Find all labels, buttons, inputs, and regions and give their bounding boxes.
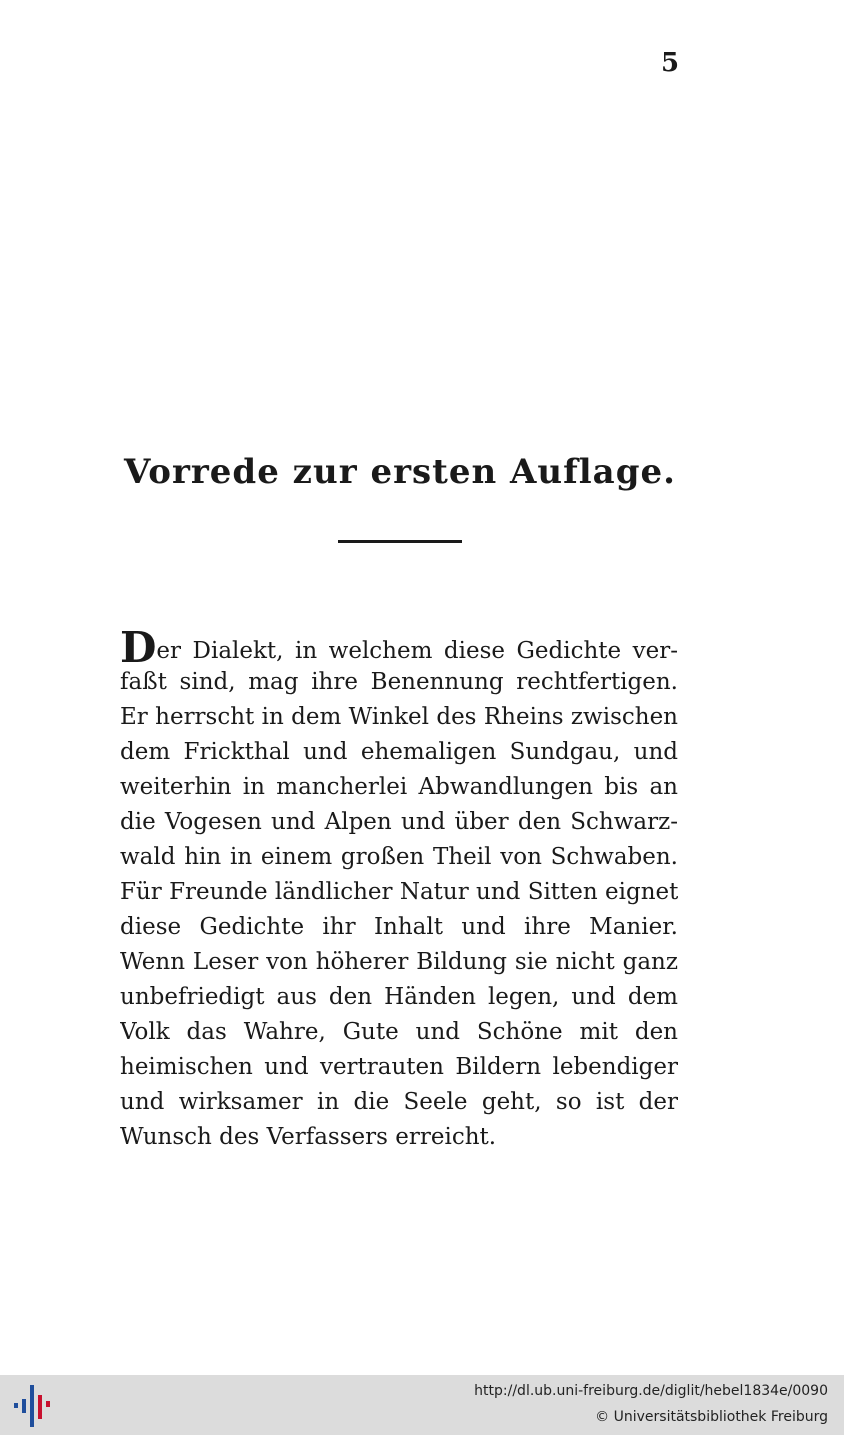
heading-rule xyxy=(338,540,462,543)
document-url[interactable]: http://dl.ub.uni-freiburg.de/diglit/hebel1834e/0090 xyxy=(474,1383,828,1399)
text-line: faßt sind, mag ihre Benennung rechtfertigen. xyxy=(120,669,678,695)
digital-library-logo-icon xyxy=(12,1385,52,1427)
text-line: und wirksamer in die Seele geht, so ist der xyxy=(120,1089,678,1115)
text-line-last: Wunsch des Verfassers erreicht. xyxy=(120,1124,497,1150)
text-line: Für Freunde ländlicher Natur und Sitten eignet xyxy=(120,879,678,905)
text-line: dem Frickthal und ehemaligen Sundgau, und xyxy=(120,739,678,765)
page-heading: Vorrede zur ersten Auflage. xyxy=(124,452,676,492)
copyright-notice: © Universitätsbibliothek Freiburg xyxy=(595,1409,828,1425)
page-number: 5 xyxy=(660,48,680,78)
text-line-content: er Dialekt, in welchem diese Gedichte ver- xyxy=(156,638,678,664)
text-line xyxy=(120,630,678,665)
text-line: diese Gedichte ihr Inhalt und ihre Manier. xyxy=(120,914,678,940)
drop-cap: D xyxy=(120,630,157,665)
text-line: unbefriedigt aus den Händen legen, und dem xyxy=(120,984,678,1010)
text-line: weiterhin in mancherlei Abwandlungen bis an xyxy=(120,774,678,800)
text-line: Er herrscht in dem Winkel des Rheins zwischen xyxy=(120,704,678,730)
text-line: heimischen und vertrauten Bildern lebendiger xyxy=(120,1054,678,1080)
text-line: Volk das Wahre, Gute und Schöne mit den xyxy=(120,1019,678,1045)
viewer-footer xyxy=(0,1375,844,1435)
body-text xyxy=(120,630,678,1155)
text-line: die Vogesen und Alpen und über den Schwarz- xyxy=(120,809,678,835)
text-line: wald hin in einem großen Theil von Schwaben. xyxy=(120,844,678,870)
text-line: Wenn Leser von höherer Bildung sie nicht ganz xyxy=(120,949,678,975)
